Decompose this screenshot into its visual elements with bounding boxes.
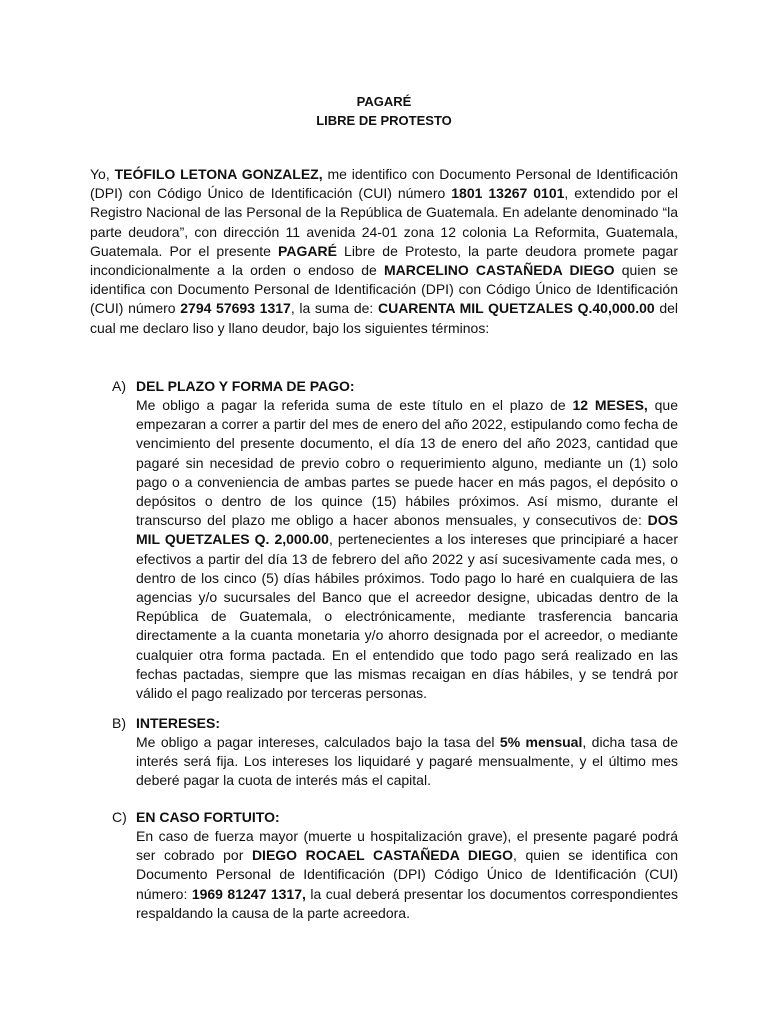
document-subtitle: LIBRE DE PROTESTO	[316, 113, 452, 128]
bold-run: TEÓFILO LETONA GONZALEZ,	[114, 166, 323, 182]
bold-run: 5% mensual	[499, 734, 583, 750]
text-run: , extendido por el Registro Nacional de las Personal de la República de Guatemala. En adelante denominado “la parte deudora”, con dirección 11 avenida 24-01 zona 12 colonia La Reformita, Guatemala, Guatemala. Por el presente	[90, 185, 679, 259]
text-run: , la suma de:	[290, 300, 378, 317]
bold-run: MARCELINO CASTAÑEDA DIEGO	[383, 262, 615, 279]
section-c-marker: C)	[112, 809, 127, 825]
bold-run: 1801 13267 0101	[451, 185, 565, 202]
text-run: me identifico con Documento Personal de Identificación (DPI) con Código Único de Identificación (CUI) número	[90, 166, 679, 202]
section-a-body	[136, 396, 678, 703]
bold-run: 2794 57693 1317	[180, 300, 291, 317]
text-run: Yo,	[90, 166, 115, 182]
section-b-heading: INTERESES:	[136, 715, 221, 731]
section-c-body	[136, 827, 678, 923]
section-b-marker: B)	[112, 715, 126, 731]
text-run: Libre de Protesto, la parte deudora promete pagar incondicionalmente a la orden o endoso de	[90, 242, 678, 279]
section-a-heading: DEL PLAZO Y FORMA DE PAGO:	[136, 378, 355, 394]
bold-run: DIEGO ROCAEL CASTAÑEDA DIEGO	[251, 847, 514, 864]
text-run: quien se identifica con Documento Personal de Identificación (DPI) con Código Único de Identificación (CUI) número	[90, 262, 678, 317]
text-run: Me obligo a pagar la referida suma de este título en el plazo de	[136, 397, 573, 413]
bold-run: PAGARÉ	[278, 242, 337, 259]
section-a-marker: A)	[112, 378, 126, 394]
document-title: PAGARÉ	[356, 94, 412, 109]
bold-run: 12 MESES,	[572, 397, 648, 413]
text-run: que empezaran a correr a partir del mes de enero del año 2022, estipulando como fecha de vencimiento del presente documento, el día 13 de enero del año 2023, cantidad que pagaré sin necesidad de previo cobro o requerimiento alguno, mediante un (1) solo pago o a conveniencia de ambas partes se puede hacer en más pagos, el depósito o depósitos o dentro de los quince (15) hábiles próximos. Así mismo, durante el transcurso del plazo me obligo a hacer abonos mensuales, y consecutivos de:	[136, 397, 678, 529]
bold-run: DOS MIL QUETZALES Q. 2,000.00	[136, 512, 678, 548]
section-c-heading: EN CASO FORTUITO:	[136, 809, 280, 825]
text-run: del cual me declaro liso y llano deudor, bajo los siguientes términos:	[90, 300, 679, 336]
text-run: , quien se identifica con Documento Personal de Identificación (DPI) Código Único de Identificación (CUI) número:	[136, 847, 678, 902]
text-run: , dicha tasa de interés será fija. Los intereses los liquidaré y pagaré mensualmente, y el último mes deberé pagar la cuota de interés más el capital.	[136, 734, 678, 789]
text-run: En caso de fuerza mayor (muerte u hospitalización grave), el presente pagaré podrá ser cobrado por	[136, 828, 678, 864]
section-b-body	[136, 733, 678, 791]
text-run: la cual deberá presentar los documentos correspondientes respaldando la causa de la parte acreedora.	[136, 885, 679, 921]
bold-run: CUARENTA MIL QUETZALES Q.40,000.00	[377, 300, 655, 317]
text-run: Me obligo a pagar intereses, calculados bajo la tasa del	[136, 734, 500, 750]
text-run: , pertenecientes a los intereses que principiaré a hacer efectivos a partir del día 13 de febrero del año 2022 y así sucesivamente cada mes, o dentro de los cinco (5) días hábiles próximos. Todo pago lo haré en cualquiera de las agencias y/o sucursales del Banco que el acreedor designe, ubicadas dentro de la República de Guatemala, o electrónicamente, mediante trasferencia bancaria directamente a la cuanta monetaria y/o ahorro designada por el acreedor, o mediante cualquier otra forma pactada. En el entendido que todo pago será realizado en las fechas pactadas, siempre que las mismas recaigan en días hábiles, y se tendrá por válido el pago realizado por terceras personas.	[136, 531, 678, 702]
bold-run: 1969 81247 1317,	[191, 885, 306, 902]
intro-paragraph	[90, 165, 678, 338]
